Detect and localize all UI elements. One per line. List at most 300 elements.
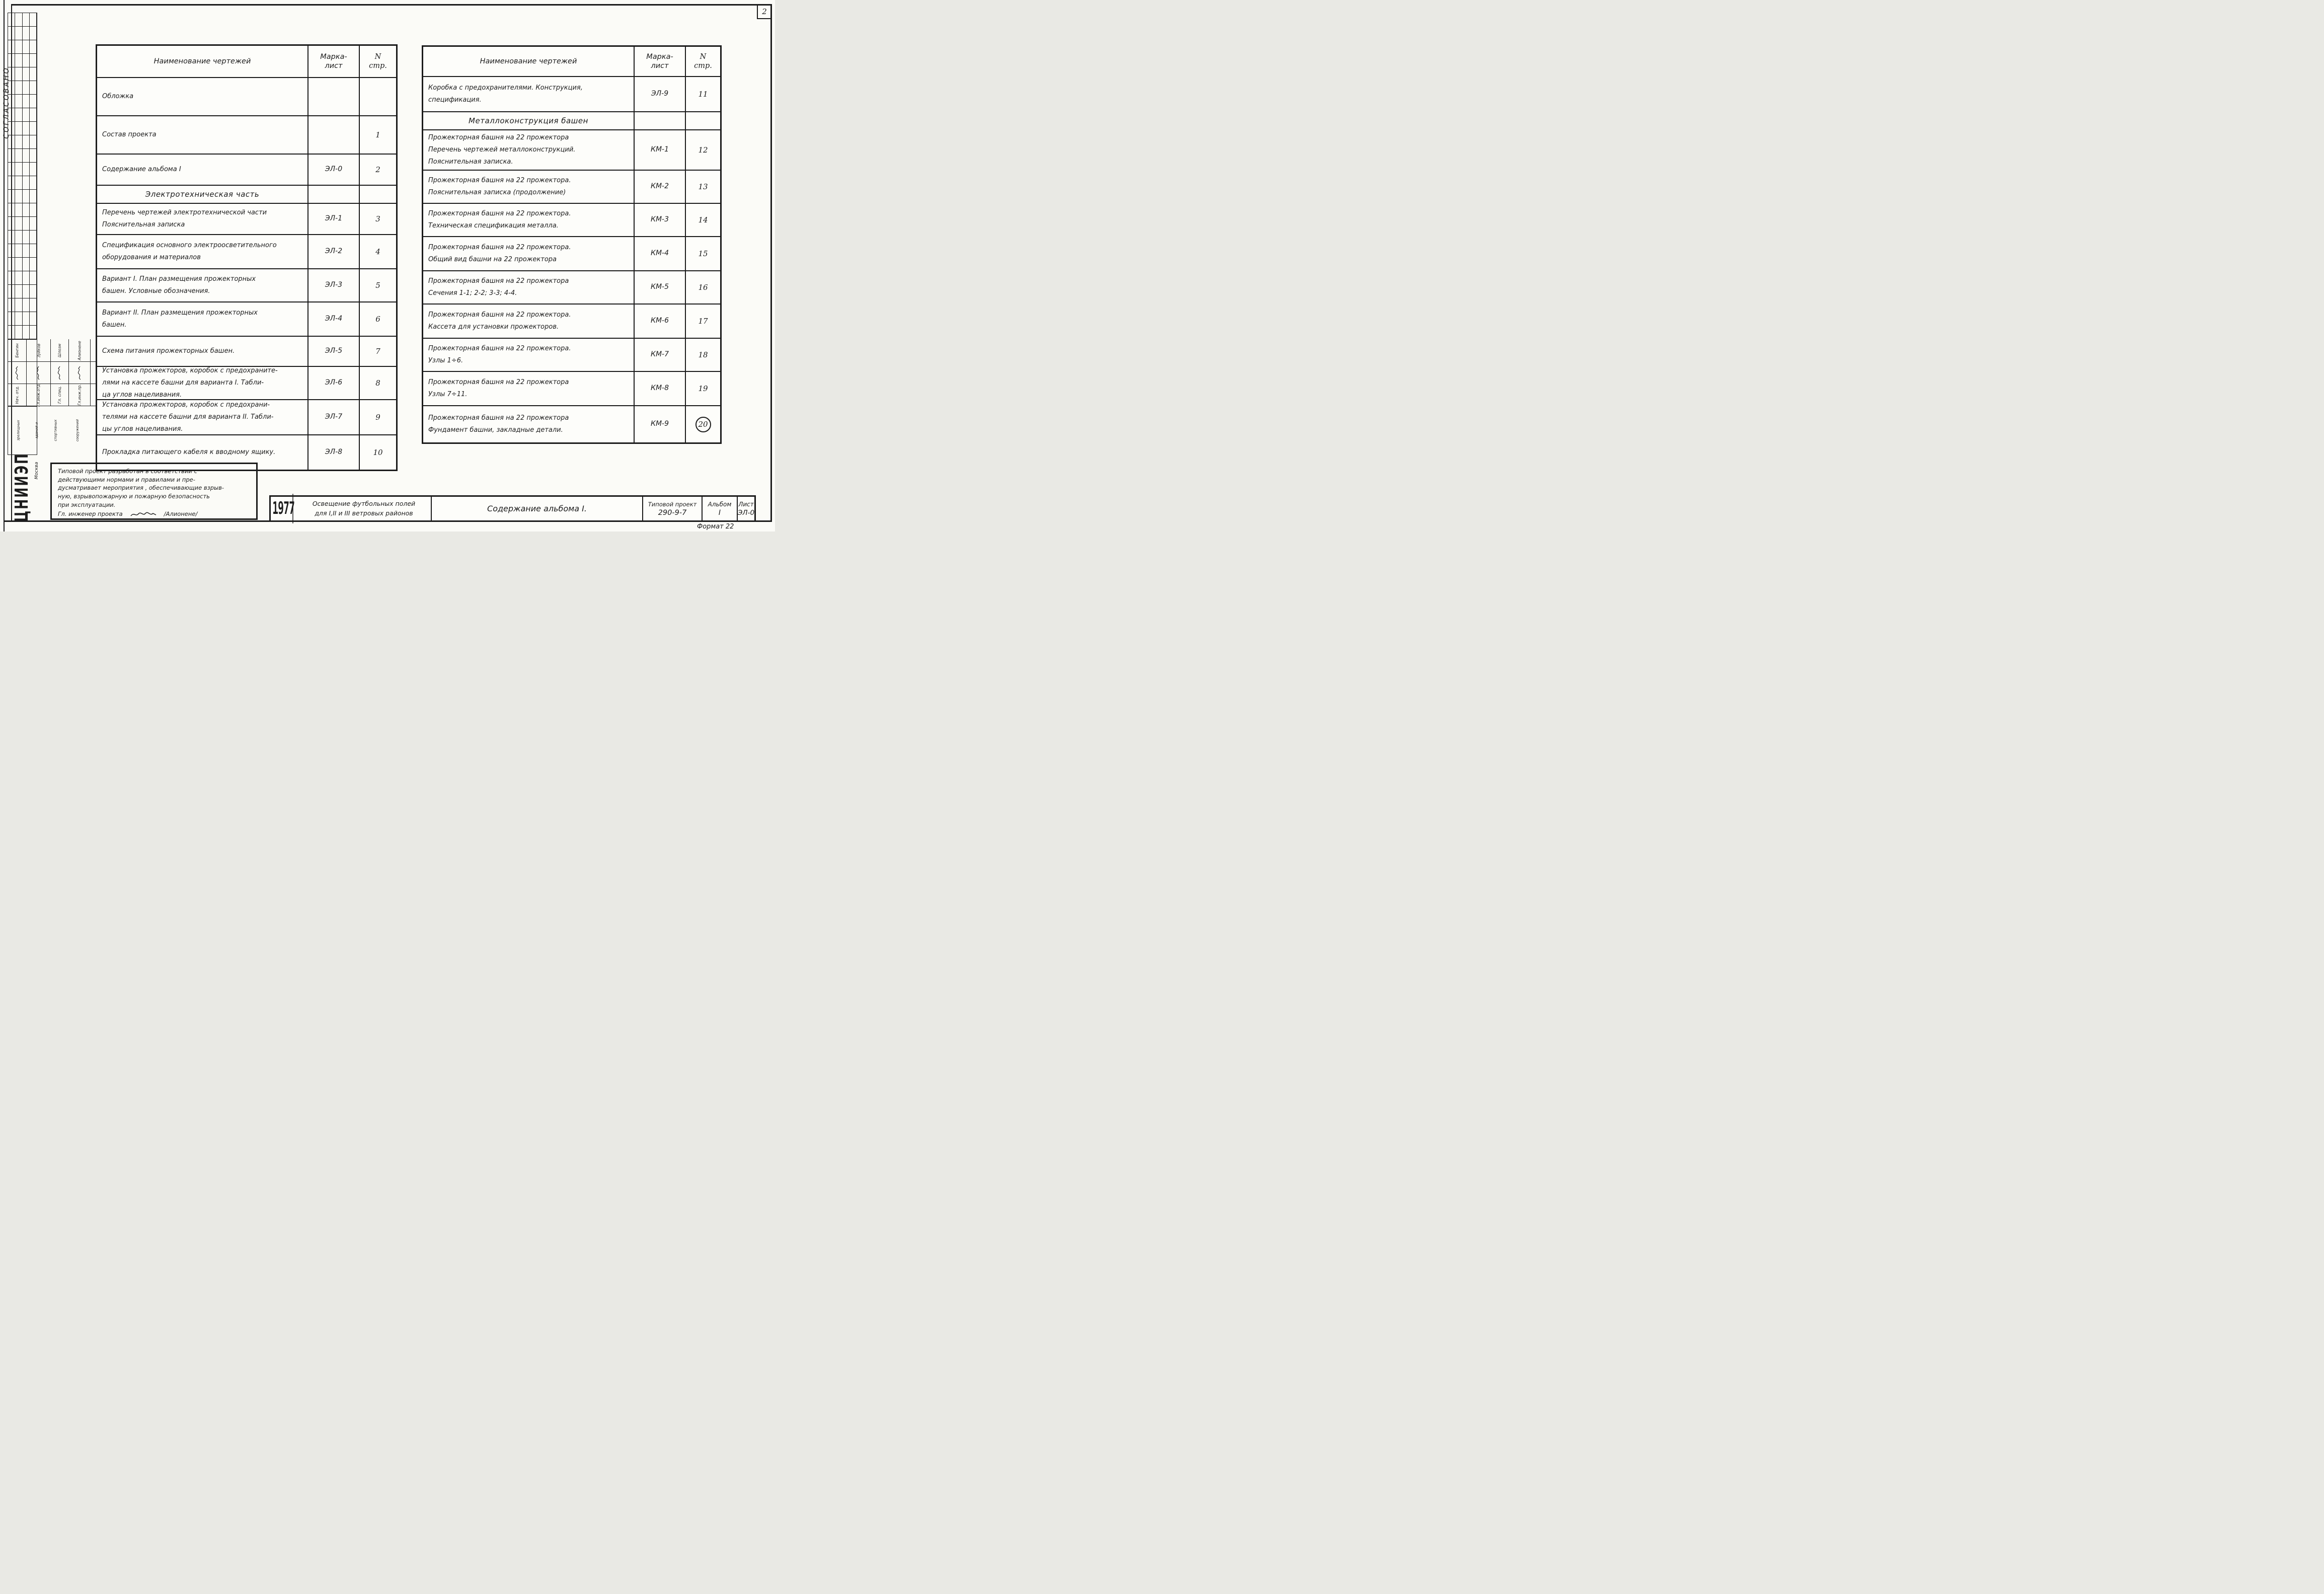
institute-name-line: зданий и bbox=[35, 422, 39, 439]
drawing-name-cell bbox=[97, 269, 308, 301]
section-mark-cell bbox=[308, 186, 360, 203]
album-cell bbox=[703, 497, 738, 520]
signer-role-cell bbox=[8, 384, 27, 406]
drawing-mark-cell: КМ-2 bbox=[635, 171, 686, 203]
drawing-name-line: Обложка bbox=[102, 92, 134, 100]
sidebar-grid-cell bbox=[8, 27, 15, 40]
drawing-mark-cell bbox=[308, 78, 360, 115]
scanned-sheet bbox=[0, 0, 775, 532]
drawing-name-line: Схема питания прожекторных башен. bbox=[102, 347, 235, 355]
drawing-page-cell: 15 bbox=[698, 249, 708, 258]
sidebar-grid-cell bbox=[15, 217, 22, 231]
project-note-box bbox=[50, 463, 258, 520]
sidebar-grid-cell bbox=[23, 149, 30, 163]
signer-role: Нач. отд. bbox=[15, 386, 20, 404]
section-title: Электротехническая часть bbox=[97, 186, 308, 203]
drawing-name-cell bbox=[97, 116, 308, 154]
drawing-name-line: Пояснительная записка. bbox=[428, 158, 513, 166]
drawing-mark-cell: ЭЛ-6 bbox=[308, 367, 360, 399]
drawing-page-cell: 17 bbox=[698, 316, 708, 326]
note-line: дусматривает мероприятия , обеспечивающие взрыв- bbox=[58, 484, 224, 492]
table-header-row bbox=[423, 47, 720, 77]
sidebar-grid bbox=[8, 13, 37, 340]
drawing-mark-cell: ЭЛ-1 bbox=[308, 204, 360, 234]
note-line: действующими нормами и правилами и пре- bbox=[58, 476, 195, 483]
table-row bbox=[423, 305, 720, 339]
sidebar-grid-cell bbox=[23, 67, 30, 81]
drawing-name-line: башен. bbox=[102, 321, 127, 329]
table-row bbox=[423, 271, 720, 305]
sheet-title-cell: Содержание альбома I. bbox=[432, 497, 643, 520]
signer-name: Шлозм bbox=[57, 343, 62, 357]
sidebar-grid-cell bbox=[30, 54, 37, 67]
table-row bbox=[97, 367, 396, 400]
sidebar-grid-cell bbox=[8, 258, 15, 271]
sidebar-grid-cell bbox=[15, 231, 22, 244]
signer-signature-cell bbox=[8, 362, 27, 384]
table-row bbox=[97, 155, 396, 186]
drawing-name-line: Общий вид башни на 22 прожектора bbox=[428, 256, 557, 263]
drawing-mark-cell: ЭЛ-7 bbox=[308, 400, 360, 434]
type-project-cell bbox=[643, 497, 703, 520]
drawing-page-cell: 13 bbox=[698, 182, 708, 191]
sidebar-grid-cell bbox=[8, 203, 15, 217]
sidebar-grid-cell bbox=[8, 135, 15, 149]
sheet-label: Лист bbox=[738, 500, 754, 508]
sidebar-grid-cell bbox=[15, 54, 22, 67]
drawing-page-cell bbox=[360, 78, 396, 115]
drawing-name-cell bbox=[97, 155, 308, 185]
sheet-number: ЭЛ-0 bbox=[738, 508, 755, 517]
col-header-name: Наименование чертежей bbox=[97, 46, 308, 77]
sidebar-grid-cell bbox=[8, 163, 15, 176]
sidebar-grid-cell bbox=[15, 95, 22, 108]
drawing-name-line: оборудования и материалов bbox=[102, 254, 201, 261]
signature-scribble bbox=[36, 365, 41, 381]
sidebar-grid-cell bbox=[8, 67, 15, 81]
drawing-name-cell bbox=[97, 400, 308, 434]
drawing-name-line: Вариант II. План размещения прожекторных bbox=[102, 309, 258, 317]
sidebar-grid-cell bbox=[23, 271, 30, 285]
drawing-name-line: телями на кассете башни для варианта II. Табли- bbox=[102, 413, 274, 421]
table-row bbox=[97, 337, 396, 367]
drawing-name-line: Прожекторная башня на 22 прожектора. bbox=[428, 344, 571, 352]
drawing-page-cell: 3 bbox=[375, 214, 380, 223]
signer-signature-cell bbox=[51, 362, 69, 384]
drawing-name-line: Спецификация основного электроосветительного bbox=[102, 241, 277, 249]
sidebar-grid-cell bbox=[15, 27, 22, 40]
table-row bbox=[97, 269, 396, 302]
sidebar-grid-cell bbox=[8, 40, 15, 54]
sidebar-grid-cell bbox=[15, 244, 22, 258]
format-note: Формат 22 bbox=[697, 523, 734, 530]
drawing-page-cell: 16 bbox=[698, 282, 708, 292]
drawing-mark-cell: КМ-5 bbox=[635, 271, 686, 303]
drawing-name-line: Техническая спецификация металла. bbox=[428, 222, 559, 230]
table-row bbox=[97, 204, 396, 235]
drawing-name-cell bbox=[423, 237, 635, 270]
sidebar-grid-cell bbox=[23, 176, 30, 190]
signer-name-cell bbox=[51, 339, 69, 362]
table-row bbox=[97, 78, 396, 116]
sidebar-grid-cell bbox=[23, 258, 30, 271]
sidebar-grid-cell bbox=[23, 190, 30, 203]
sidebar-grid-cell bbox=[15, 190, 22, 203]
sidebar-grid-cell bbox=[23, 163, 30, 176]
sidebar-grid-cell bbox=[8, 81, 15, 95]
drawing-page-cell: 6 bbox=[375, 314, 380, 324]
sidebar-grid-cell bbox=[15, 163, 22, 176]
corner-page-box bbox=[757, 4, 772, 19]
drawing-name-line: Установка прожекторов, коробок с предохраните- bbox=[102, 366, 278, 374]
sidebar-grid-cell bbox=[30, 258, 37, 271]
table-row bbox=[423, 130, 720, 171]
signature-scribble bbox=[15, 365, 20, 381]
sidebar-grid-cell bbox=[8, 244, 15, 258]
sidebar-grid-cell bbox=[23, 135, 30, 149]
drawing-name-line: Перечень чертежей электротехнической части bbox=[102, 208, 267, 216]
drawing-mark-cell: ЭЛ-0 bbox=[308, 155, 360, 185]
album-number: I bbox=[718, 508, 721, 517]
sidebar-grid-cell bbox=[30, 163, 37, 176]
table-row bbox=[423, 237, 720, 271]
sidebar-grid-cell bbox=[23, 217, 30, 231]
drawing-mark-cell: КМ-1 bbox=[635, 130, 686, 170]
sidebar-grid-cell bbox=[15, 81, 22, 95]
table-row bbox=[97, 400, 396, 435]
signer-name-cell bbox=[8, 339, 27, 362]
drawing-name-cell bbox=[423, 77, 635, 111]
sidebar-grid-cell bbox=[15, 122, 22, 135]
sidebar-grid-cell bbox=[30, 95, 37, 108]
sidebar-grid-cell bbox=[8, 13, 15, 27]
drawing-name-line: цы углов нацеливания. bbox=[102, 425, 183, 433]
note-line: Типовой проект разработан в соответствии с bbox=[58, 468, 197, 475]
sidebar-grid-cell bbox=[30, 176, 37, 190]
sidebar-grid-cell bbox=[15, 203, 22, 217]
sidebar-grid-cell bbox=[8, 122, 15, 135]
drawing-page-cell: 14 bbox=[698, 215, 708, 224]
sidebar-grid-cell bbox=[8, 95, 15, 108]
table-row bbox=[97, 302, 396, 337]
year-stamp: 1977 bbox=[274, 494, 293, 523]
drawing-page-cell: 7 bbox=[375, 346, 380, 356]
drawing-name-cell bbox=[97, 204, 308, 234]
signature-scribble bbox=[57, 365, 62, 381]
sidebar-grid-cell bbox=[23, 54, 30, 67]
drawing-name-cell bbox=[97, 302, 308, 336]
drawing-name-line: Прокладка питающего кабеля к вводному ящику. bbox=[102, 448, 276, 456]
drawing-name-line: Прожекторная башня на 22 прожектора. bbox=[428, 209, 571, 217]
drawing-name-line: Пояснительная записка bbox=[102, 221, 185, 229]
drawing-mark-cell: ЭЛ-9 bbox=[635, 77, 686, 111]
signer-name: Зуйков bbox=[36, 343, 41, 357]
sidebar-grid-cell bbox=[23, 40, 30, 54]
drawing-mark-cell: КМ-3 bbox=[635, 204, 686, 236]
drawing-name-line: Прожекторная башня на 22 прожектора bbox=[428, 133, 569, 141]
sidebar-grid-cell bbox=[23, 326, 30, 339]
sidebar-grid-cell bbox=[8, 190, 15, 203]
drawing-name-line: Прожекторная башня на 22 прожектора bbox=[428, 378, 569, 386]
drawing-name-cell bbox=[423, 372, 635, 405]
chief-engineer-label: Гл. инженер проекта bbox=[58, 510, 123, 518]
sidebar-grid-cell bbox=[30, 108, 37, 122]
note-line: при эксплуатации. bbox=[58, 501, 116, 508]
sidebar-grid-cell bbox=[23, 312, 30, 326]
signer-role-cell bbox=[69, 384, 91, 406]
drawing-name-line: Сечения 1-1; 2-2; 3-3; 4-4. bbox=[428, 289, 517, 297]
drawing-name-line: Прожекторная башня на 22 прожектора bbox=[428, 414, 569, 422]
table-row bbox=[423, 204, 720, 237]
sidebar-grid-cell bbox=[15, 108, 22, 122]
drawing-name-line: Коробка с предохранителями. Конструкция, bbox=[428, 84, 583, 92]
drawing-page-cell: 10 bbox=[373, 447, 383, 457]
sidebar-grid-cell bbox=[15, 271, 22, 285]
table-row bbox=[423, 339, 720, 372]
signer-name-cell bbox=[27, 339, 51, 362]
sidebar-grid-cell bbox=[23, 285, 30, 298]
sidebar-grid-cell bbox=[8, 54, 15, 67]
sheet-number-cell bbox=[738, 497, 754, 520]
sheet-border-top bbox=[11, 4, 771, 6]
sidebar-grid-cell bbox=[15, 298, 22, 312]
drawing-mark-cell: ЭЛ-8 bbox=[308, 435, 360, 470]
sidebar-grid-cell bbox=[15, 149, 22, 163]
project-name-line2: для I,II и III ветровых районов bbox=[315, 509, 413, 517]
approved-stamp: СОГЛАСОВАНО bbox=[3, 66, 11, 139]
sidebar-grid-cell bbox=[8, 231, 15, 244]
drawing-name-cell bbox=[97, 235, 308, 268]
sidebar-grid-cell bbox=[30, 244, 37, 258]
section-title: Металлоконструкция башен bbox=[423, 112, 635, 129]
drawing-page-cell: 12 bbox=[698, 145, 708, 155]
sidebar-grid-cell bbox=[8, 312, 15, 326]
corner-page-number: 2 bbox=[762, 7, 767, 16]
signer-role: Гл.инж.пр. bbox=[77, 384, 82, 406]
drawing-mark-cell: ЭЛ-5 bbox=[308, 337, 360, 366]
institute-name-line: зрелищных bbox=[16, 420, 21, 441]
sidebar-grid-cell bbox=[15, 67, 22, 81]
drawing-page-cell: 4 bbox=[375, 247, 380, 256]
sidebar-grid-cell bbox=[30, 326, 37, 339]
drawing-mark-cell bbox=[308, 116, 360, 154]
sidebar-grid-cell bbox=[8, 271, 15, 285]
institute-name-line: сооружений bbox=[75, 419, 80, 441]
sidebar-grid-cell bbox=[8, 217, 15, 231]
sidebar-grid-cell bbox=[15, 135, 22, 149]
institute-logo bbox=[5, 454, 38, 520]
signer-name-cell bbox=[69, 339, 91, 362]
sidebar-grid-cell bbox=[30, 149, 37, 163]
drawing-name-line: Перечень чертежей металлоконструкций. bbox=[428, 145, 576, 154]
logo-text: ЦНИИЭП bbox=[11, 452, 33, 522]
city-label: Москва bbox=[34, 462, 40, 480]
signer-name: Алионене bbox=[77, 340, 82, 360]
sidebar-grid-cell bbox=[30, 13, 37, 27]
project-name-cell bbox=[297, 497, 432, 520]
section-page-cell bbox=[360, 186, 396, 203]
col-header-mark: Марка-лист bbox=[308, 46, 360, 77]
sidebar-grid-cell bbox=[8, 298, 15, 312]
sidebar-grid-cell bbox=[30, 298, 37, 312]
drawing-mark-cell: ЭЛ-2 bbox=[308, 235, 360, 268]
drawing-name-line: Установка прожекторов, коробок с предохрани- bbox=[102, 401, 270, 409]
sidebar-grid-cell bbox=[23, 203, 30, 217]
drawing-name-cell bbox=[423, 339, 635, 371]
drawing-name-line: Фундамент башни, закладные детали. bbox=[428, 426, 563, 434]
sidebar-grid-cell bbox=[15, 312, 22, 326]
signer-name: Бенгин bbox=[15, 343, 20, 358]
sidebar-grid-cell bbox=[30, 67, 37, 81]
drawing-mark-cell: ЭЛ-4 bbox=[308, 302, 360, 336]
sidebar-grid-cell bbox=[15, 285, 22, 298]
drawing-name-cell bbox=[423, 130, 635, 170]
title-block bbox=[269, 495, 756, 522]
drawing-page-cell: 11 bbox=[698, 89, 708, 99]
drawing-name-line: Кассета для установки прожекторов. bbox=[428, 323, 559, 331]
drawing-page-cell: 18 bbox=[698, 350, 708, 359]
sidebar-grid-cell bbox=[30, 27, 37, 40]
sidebar-grid-cell bbox=[30, 122, 37, 135]
institute-name-block bbox=[8, 406, 80, 455]
chief-engineer-name: /Алионене/ bbox=[164, 510, 198, 518]
drawing-name-line: Узлы 1÷6. bbox=[428, 357, 463, 364]
sidebar-grid-cell bbox=[23, 122, 30, 135]
drawing-name-cell bbox=[423, 271, 635, 303]
section-row bbox=[97, 186, 396, 204]
drawing-page-cell: 8 bbox=[375, 378, 380, 388]
sidebar-grid-cell bbox=[30, 271, 37, 285]
drawing-name-line: башен. Условные обозначения. bbox=[102, 287, 210, 295]
section-mark-cell bbox=[635, 112, 686, 129]
sidebar-grid-cell bbox=[15, 258, 22, 271]
sidebar-grid-cell bbox=[23, 27, 30, 40]
institute-name-line: спортивных bbox=[53, 419, 58, 441]
type-project-number: 290-9-7 bbox=[658, 508, 687, 517]
signature-scribble bbox=[77, 365, 82, 381]
sidebar-grid-cell bbox=[15, 176, 22, 190]
sidebar-grid-cell bbox=[30, 285, 37, 298]
drawings-table-left bbox=[96, 44, 398, 471]
drawing-name-line: Пояснительная записка (продолжение) bbox=[428, 189, 566, 196]
drawing-page-cell: 2 bbox=[375, 165, 380, 174]
album-label: Альбом bbox=[708, 500, 732, 508]
drawing-name-line: Прожекторная башня на 22 прожектора. bbox=[428, 311, 571, 319]
circled-page-number: 20 bbox=[695, 417, 711, 432]
drawing-mark-cell: ЭЛ-3 bbox=[308, 269, 360, 301]
table-row bbox=[423, 372, 720, 406]
drawing-name-cell bbox=[97, 78, 308, 115]
signer-role-cell bbox=[27, 384, 51, 406]
col-header-name: Наименование чертежей bbox=[423, 47, 635, 76]
drawing-page-cell: 5 bbox=[375, 280, 380, 290]
drawing-name-cell bbox=[423, 171, 635, 203]
table-row bbox=[423, 77, 720, 112]
sidebar-grid-cell bbox=[23, 108, 30, 122]
drawing-page-cell: 9 bbox=[375, 412, 380, 422]
drawing-mark-cell: КМ-6 bbox=[635, 305, 686, 338]
drawing-name-line: Прожекторная башня на 22 прожектора bbox=[428, 277, 569, 285]
sidebar-grid-cell bbox=[30, 217, 37, 231]
sidebar-signature-table bbox=[8, 339, 82, 407]
sidebar-grid-cell bbox=[8, 108, 15, 122]
sheet-border-right bbox=[770, 4, 772, 522]
sidebar-grid-cell bbox=[15, 13, 22, 27]
table-row bbox=[97, 116, 396, 155]
table-row bbox=[97, 235, 396, 269]
drawing-mark-cell: КМ-9 bbox=[635, 406, 686, 442]
drawing-name-line: Узлы 7÷11. bbox=[428, 391, 468, 398]
col-header-mark: Марка-лист bbox=[635, 47, 686, 76]
drawing-name-cell bbox=[97, 367, 308, 399]
drawing-page-cell: 1 bbox=[375, 130, 380, 139]
table-row bbox=[423, 406, 720, 442]
section-row bbox=[423, 112, 720, 130]
sidebar-grid-cell bbox=[30, 81, 37, 95]
sidebar-grid-cell bbox=[8, 285, 15, 298]
project-name-line1: Освещение футбольных полей bbox=[312, 500, 416, 508]
signer-signature-cell bbox=[69, 362, 91, 384]
section-page-cell bbox=[686, 112, 720, 129]
sidebar-grid-cell bbox=[23, 13, 30, 27]
drawing-name-cell bbox=[423, 406, 635, 442]
drawing-mark-cell: КМ-8 bbox=[635, 372, 686, 405]
signer-role: Гл.инж.отд. bbox=[36, 383, 41, 407]
drawing-name-line: лями на кассете башни для варианта I. Табли- bbox=[102, 378, 264, 387]
sidebar-grid-cell bbox=[30, 203, 37, 217]
sidebar-grid-cell bbox=[30, 190, 37, 203]
signer-role-cell bbox=[51, 384, 69, 406]
drawing-name-line: Прожекторная башня на 22 прожектора. bbox=[428, 176, 571, 184]
sidebar-grid-cell bbox=[15, 40, 22, 54]
drawing-name-line: Содержание альбома I bbox=[102, 165, 181, 173]
drawing-name-cell bbox=[423, 305, 635, 338]
drawing-name-line: Прожекторная башня на 22 прожектора. bbox=[428, 243, 571, 251]
col-header-page: N стр. bbox=[694, 52, 712, 70]
drawings-table-right bbox=[422, 45, 722, 444]
signer-role: Гл. спец. bbox=[57, 386, 62, 404]
sidebar-grid-cell bbox=[8, 176, 15, 190]
sidebar-grid-cell bbox=[30, 312, 37, 326]
drawing-mark-cell: КМ-7 bbox=[635, 339, 686, 371]
sidebar-grid-cell bbox=[30, 231, 37, 244]
type-project-label: Типовой проект bbox=[648, 500, 697, 508]
drawing-name-line: ца углов нацеливания. bbox=[102, 391, 182, 399]
sidebar-grid-cell bbox=[23, 298, 30, 312]
sidebar-grid-cell bbox=[8, 326, 15, 339]
sidebar-grid-cell bbox=[23, 95, 30, 108]
drawing-page-cell bbox=[686, 406, 720, 442]
sidebar-grid-cell bbox=[8, 149, 15, 163]
col-header-page: N стр. bbox=[369, 52, 387, 70]
drawing-mark-cell: КМ-4 bbox=[635, 237, 686, 270]
drawing-name-line: Состав проекта bbox=[102, 130, 157, 138]
signer-signature-cell bbox=[27, 362, 51, 384]
sidebar-grid-cell bbox=[23, 244, 30, 258]
drawing-name-cell bbox=[97, 337, 308, 366]
sidebar-grid-cell bbox=[30, 135, 37, 149]
signature-scribble bbox=[130, 511, 157, 518]
table-header-row bbox=[97, 46, 396, 78]
drawing-page-cell: 19 bbox=[698, 384, 708, 393]
table-row bbox=[423, 171, 720, 204]
sidebar-grid-cell bbox=[23, 231, 30, 244]
drawing-name-line: Вариант I. План размещения прожекторных bbox=[102, 275, 256, 283]
sidebar-grid-cell bbox=[23, 81, 30, 95]
drawing-name-cell bbox=[423, 204, 635, 236]
sidebar-grid-cell bbox=[15, 326, 22, 339]
sidebar-grid-cell bbox=[30, 40, 37, 54]
